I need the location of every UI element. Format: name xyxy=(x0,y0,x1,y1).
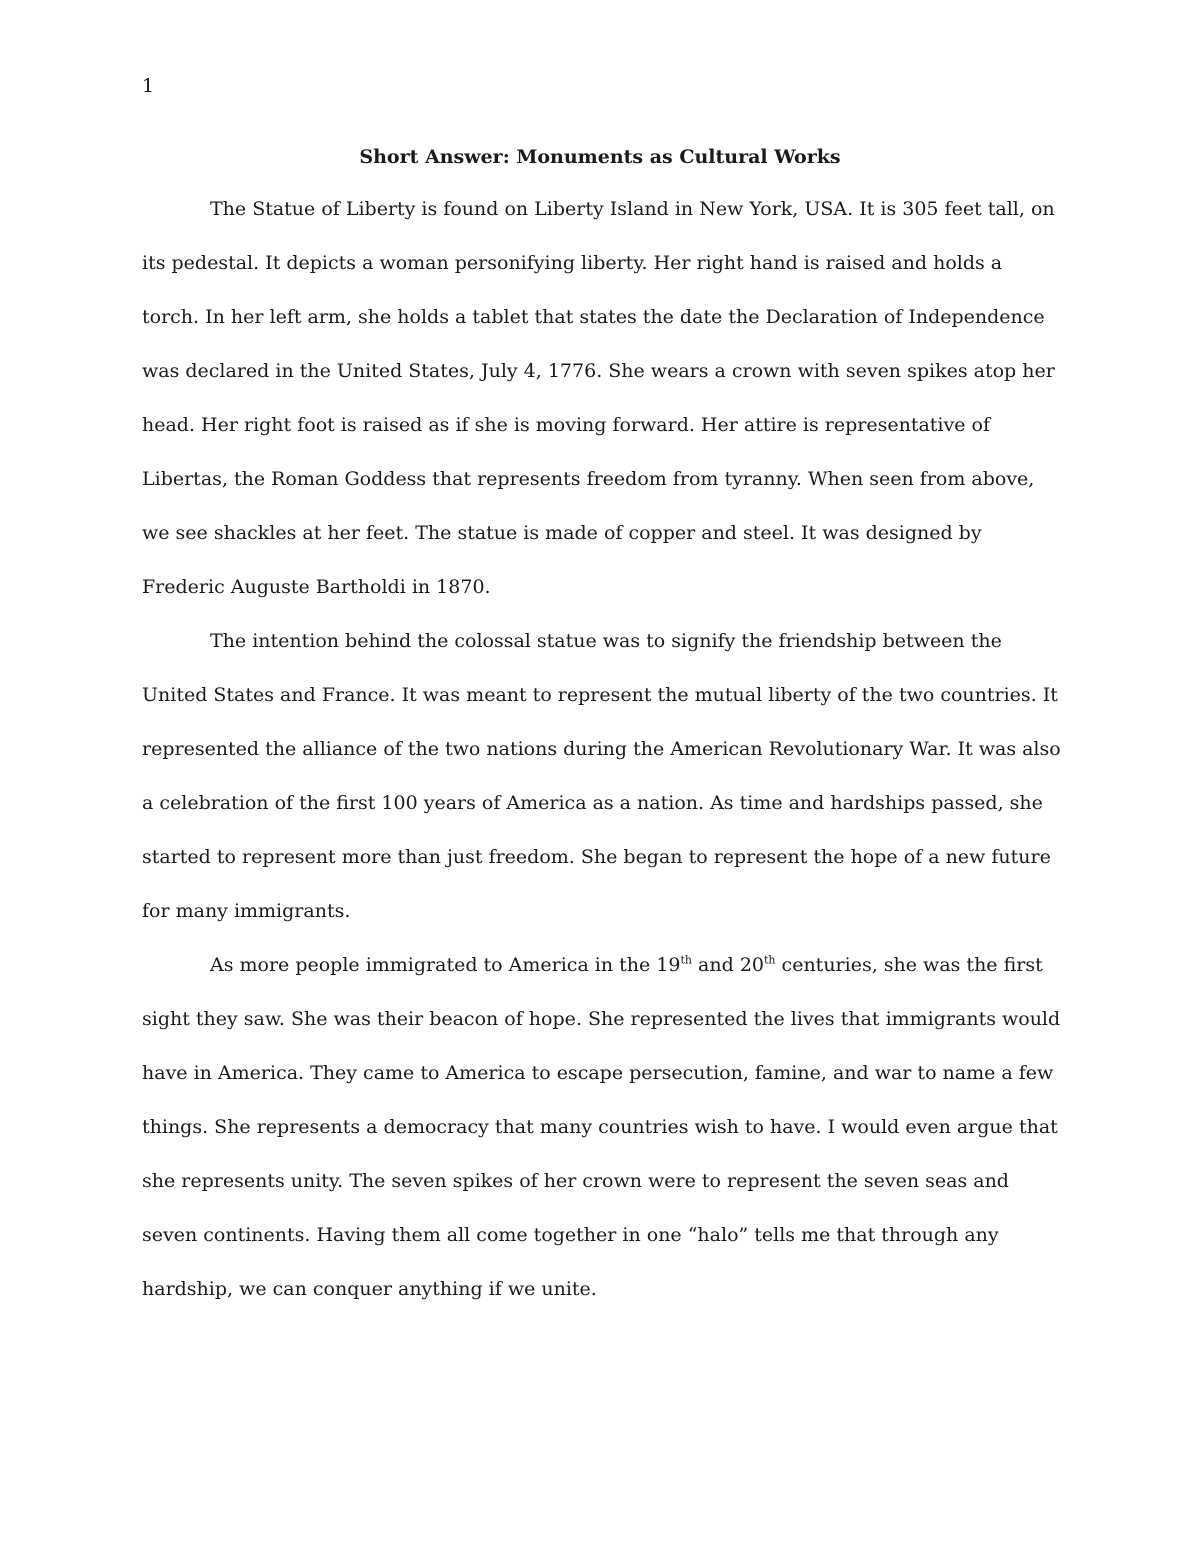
superscript-th-1: th xyxy=(680,953,693,967)
page-title: Short Answer: Monuments as Cultural Works xyxy=(359,146,841,168)
paragraph-3-part-2: and 20 xyxy=(692,954,764,976)
paragraph-2: The intention behind the colossal statue was to signify the friendship between the United States and France. It was meant to represent the mutual liberty of the two countries. It represented the alliance of the two nations during the American Revolutionary War. It was also a celebration of the first 100 years of America as a nation. As time and hardships passed, she started to represent more than just freedom. She began to represent the hope of a new future for many immigrants. xyxy=(142,630,1061,922)
document-body xyxy=(142,182,1062,1316)
superscript-th-2: th xyxy=(764,953,776,967)
paragraph-3 xyxy=(142,938,1062,1316)
paragraph-3-part-3: centuries, she was the first sight they saw. She was their beacon of hope. She represented the lives that immigrants would have in America. They came to America to escape persecution, famine, and war to name a few things. She represents a democracy that many countries wish to have. I would even argue that she represents unity. The seven spikes of her crown were to represent the seven seas and seven continents. Having them all come together in one “halo” tells me that through any hardship, we can conquer anything if we unite. xyxy=(142,954,1061,1300)
paragraph-3-part-1: As more people immigrated to America in the 19 xyxy=(210,954,681,976)
page-number: 1 xyxy=(142,75,155,97)
paragraph-1: The Statue of Liberty is found on Liberty Island in New York, USA. It is 305 feet tall, on its pedestal. It depicts a woman personifying liberty. Her right hand is raised and holds a torch. In her left arm, she holds a tablet that states the date the Declaration of Independence was declared in the United States, July 4, 1776. She wears a crown with seven spikes atop her head. Her right foot is raised as if she is moving forward. Her attire is representative of Libertas, the Roman Goddess that represents freedom from tyranny. When seen from above, we see shackles at her feet. The statue is made of copper and steel. It was designed by Frederic Auguste Bartholdi in 1870. xyxy=(142,198,1055,598)
